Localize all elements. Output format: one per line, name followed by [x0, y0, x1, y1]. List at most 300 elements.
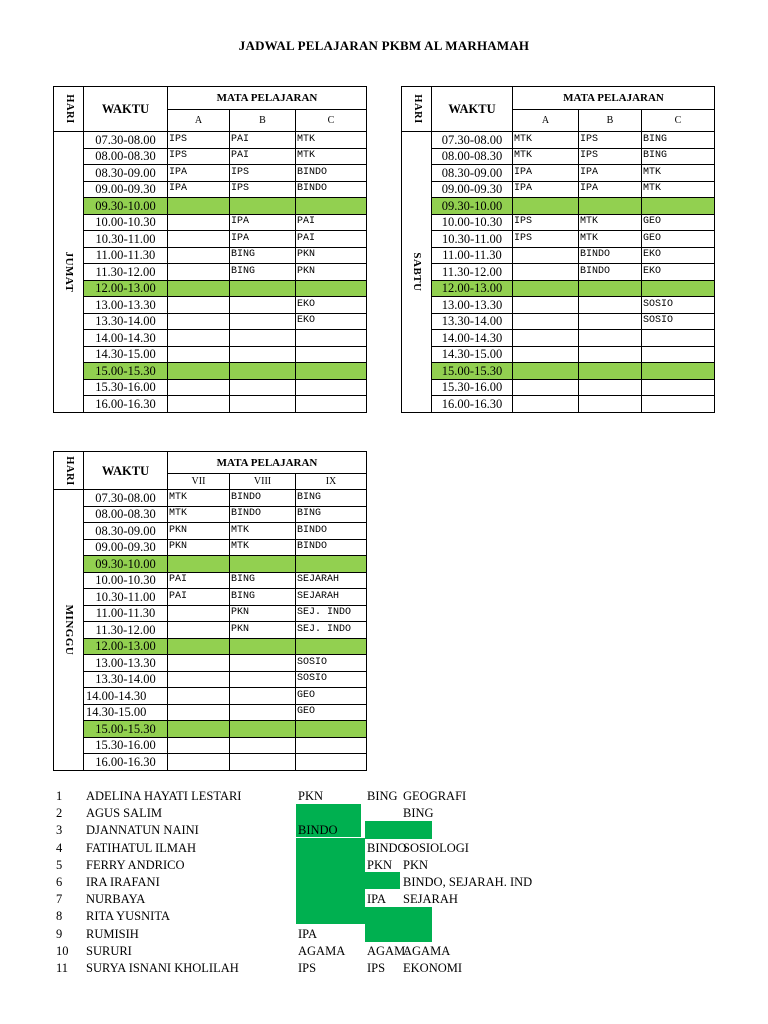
subject-cell: SOSIO [296, 655, 367, 672]
time-cell: 10.30-11.00 [84, 231, 168, 248]
table-row [54, 231, 367, 248]
time-cell: 14.30-15.00 [84, 704, 168, 721]
subject-cell [230, 346, 296, 363]
table-row [402, 297, 715, 314]
subject-cell: PAI [230, 148, 296, 165]
subject-cell: PKN [168, 523, 230, 540]
subject-cell: GEO [296, 704, 367, 721]
teacher-number: 3 [56, 823, 63, 838]
table-row [54, 572, 367, 589]
table-row [402, 280, 715, 297]
time-cell: 09.30-10.00 [432, 198, 513, 215]
teacher-number: 6 [56, 874, 63, 889]
teacher-subject: BINDO, SEJARAH. IND [403, 874, 533, 889]
time-cell: 08.00-08.30 [84, 148, 168, 165]
teacher-name: RITA YUSNITA [86, 909, 170, 924]
subject-cell: BING [230, 589, 296, 606]
subject-cell [168, 330, 230, 347]
subject-cell [168, 280, 230, 297]
table-row [54, 688, 367, 705]
header-hari: HARI [402, 87, 432, 132]
time-cell: 14.30-15.00 [432, 346, 513, 363]
subject-cell [168, 396, 230, 413]
teacher-subject: BING [403, 806, 434, 821]
time-cell: 11.30-12.00 [84, 264, 168, 281]
subject-cell [513, 198, 579, 215]
teacher-subject: PKN [298, 789, 324, 803]
table-row [402, 330, 715, 347]
time-cell: 12.00-13.00 [84, 280, 168, 297]
teacher-row [50, 857, 570, 874]
time-cell: 15.00-15.30 [432, 363, 513, 380]
subject-cell [296, 379, 367, 396]
time-cell: 07.30-08.00 [84, 132, 168, 149]
table-row [402, 231, 715, 248]
subject-cell [513, 330, 579, 347]
teacher-row [50, 788, 570, 805]
subject-cell [642, 330, 715, 347]
subject-cell [230, 737, 296, 754]
subject-cell [513, 313, 579, 330]
time-cell: 10.00-10.30 [432, 214, 513, 231]
teacher-name: RUMISIH [86, 926, 139, 941]
time-cell: 13.00-13.30 [84, 297, 168, 314]
table-row [54, 655, 367, 672]
subject-cell: SOSIO [296, 671, 367, 688]
table-row [54, 721, 367, 738]
subject-cell [296, 280, 367, 297]
subject-cell: BING [230, 572, 296, 589]
teacher-subject: EKONOMI [403, 960, 463, 975]
table-row [54, 148, 367, 165]
teacher-row [50, 960, 570, 977]
time-cell: 12.00-13.00 [84, 638, 168, 655]
table-row [54, 737, 367, 754]
table-row [54, 313, 367, 330]
teacher-subject: BING [367, 789, 398, 803]
teacher-name: DJANNATUN NAINI [86, 823, 199, 838]
table-row [54, 247, 367, 264]
table-row [54, 297, 367, 314]
subject-cell: MTK [168, 490, 230, 507]
subject-cell: PKN [168, 539, 230, 556]
teacher-subject: IPS [298, 960, 317, 975]
teacher-subject: IPA [298, 926, 317, 941]
subject-cell [296, 363, 367, 380]
table-row [54, 346, 367, 363]
subject-cell: IPS [230, 181, 296, 198]
subject-cell: PAI [168, 572, 230, 589]
table-row [54, 638, 367, 655]
table-row [54, 363, 367, 380]
table-row [54, 396, 367, 413]
subject-cell [168, 363, 230, 380]
subject-cell: IPA [513, 181, 579, 198]
teacher-name: IRA IRAFANI [86, 874, 160, 889]
time-cell: 10.30-11.00 [84, 589, 168, 606]
teacher-row [50, 891, 570, 908]
subject-cell [168, 313, 230, 330]
subject-cell [168, 688, 230, 705]
subject-cell: IPA [230, 214, 296, 231]
teacher-subject: SEJARAH [403, 892, 458, 907]
subject-cell [579, 346, 642, 363]
column-header: B [230, 110, 296, 132]
subject-cell: IPS [230, 165, 296, 182]
table-row [54, 539, 367, 556]
time-cell: 15.30-16.00 [432, 379, 513, 396]
teacher-name: FERRY ANDRICO [86, 857, 185, 872]
subject-cell [579, 330, 642, 347]
subject-cell [230, 721, 296, 738]
subject-cell: IPS [168, 148, 230, 165]
subject-cell: BING [230, 247, 296, 264]
subject-cell [513, 379, 579, 396]
subject-cell [296, 346, 367, 363]
table-row [402, 379, 715, 396]
teacher-number: 7 [56, 892, 63, 907]
teacher-row [50, 822, 570, 839]
subject-cell [642, 280, 715, 297]
time-cell: 14.30-15.00 [84, 346, 168, 363]
time-cell: 08.30-09.00 [84, 165, 168, 182]
subject-cell [168, 231, 230, 248]
teacher-name: AGUS SALIM [86, 806, 163, 821]
subject-cell: PKN [296, 264, 367, 281]
subject-cell [230, 704, 296, 721]
subject-cell [168, 754, 230, 771]
header-waktu: WAKTU [84, 87, 168, 132]
time-cell: 15.30-16.00 [84, 379, 168, 396]
time-cell: 08.00-08.30 [432, 148, 513, 165]
subject-cell: MTK [296, 132, 367, 149]
subject-cell [296, 721, 367, 738]
subject-cell [296, 198, 367, 215]
teacher-number: 5 [56, 857, 63, 872]
subject-cell: SOSIO [642, 313, 715, 330]
table-row [54, 589, 367, 606]
subject-cell: GEO [642, 231, 715, 248]
teacher-subject: BINDO [298, 823, 338, 838]
table-row [54, 671, 367, 688]
subject-cell [642, 396, 715, 413]
subject-cell [296, 737, 367, 754]
subject-cell: EKO [296, 313, 367, 330]
subject-cell [230, 297, 296, 314]
table-row [402, 247, 715, 264]
header-waktu: WAKTU [84, 452, 168, 490]
teacher-number: 2 [56, 806, 63, 821]
subject-cell [296, 754, 367, 771]
table-row [402, 346, 715, 363]
subject-cell [230, 655, 296, 672]
teacher-subject: PKN [403, 857, 429, 872]
time-cell: 11.30-12.00 [432, 264, 513, 281]
table-row [54, 754, 367, 771]
teacher-subject: AGAMA [403, 943, 451, 958]
subject-cell [168, 247, 230, 264]
subject-cell [168, 346, 230, 363]
subject-cell: MTK [513, 132, 579, 149]
column-header: VII [168, 474, 230, 490]
teacher-row [50, 926, 570, 943]
subject-cell [296, 396, 367, 413]
teacher-row [50, 805, 570, 822]
subject-cell: IPA [168, 165, 230, 182]
table-row [54, 605, 367, 622]
time-cell: 15.00-15.30 [84, 363, 168, 380]
subject-cell: MTK [230, 523, 296, 540]
table-row [54, 330, 367, 347]
table-row [54, 490, 367, 507]
subject-cell: PKN [296, 247, 367, 264]
day-label: JUMAT [54, 132, 84, 413]
teacher-subject: SOSIOLOGI [403, 840, 469, 855]
subject-cell [230, 754, 296, 771]
subject-cell: MTK [579, 214, 642, 231]
table-row [402, 214, 715, 231]
subject-cell: GEO [296, 688, 367, 705]
table-row [54, 280, 367, 297]
time-cell: 16.00-16.30 [432, 396, 513, 413]
column-header: VIII [230, 474, 296, 490]
subject-cell [230, 330, 296, 347]
subject-cell: BINDO [296, 165, 367, 182]
subject-cell [513, 264, 579, 281]
time-cell: 09.00-09.30 [84, 539, 168, 556]
subject-cell [296, 638, 367, 655]
table-row [54, 622, 367, 639]
subject-cell [168, 556, 230, 573]
time-cell: 16.00-16.30 [84, 396, 168, 413]
subject-cell: MTK [168, 506, 230, 523]
subject-cell: BINDO [579, 264, 642, 281]
subject-cell [230, 379, 296, 396]
time-cell: 13.00-13.30 [84, 655, 168, 672]
subject-cell: IPA [579, 181, 642, 198]
header-waktu: WAKTU [432, 87, 513, 132]
subject-cell [230, 671, 296, 688]
subject-cell: IPS [168, 132, 230, 149]
subject-cell: BINDO [230, 506, 296, 523]
subject-cell [579, 198, 642, 215]
subject-cell [168, 214, 230, 231]
subject-cell: SEJ. INDO [296, 622, 367, 639]
schedule-table-sabtu [401, 86, 715, 413]
subject-cell: BING [230, 264, 296, 281]
teacher-number: 11 [56, 960, 69, 975]
teacher-subject: PKN [367, 857, 393, 872]
header-mata-pelajaran: MATA PELAJARAN [168, 452, 367, 474]
subject-cell: IPA [579, 165, 642, 182]
subject-cell [642, 363, 715, 380]
table-row [54, 181, 367, 198]
subject-cell [513, 346, 579, 363]
teacher-subject: BINDO [367, 840, 407, 855]
subject-cell [230, 198, 296, 215]
subject-cell: IPS [579, 148, 642, 165]
subject-cell [168, 605, 230, 622]
subject-cell: EKO [296, 297, 367, 314]
subject-cell: MTK [579, 231, 642, 248]
time-cell: 08.30-09.00 [432, 165, 513, 182]
teacher-row [50, 943, 570, 960]
table-row [54, 523, 367, 540]
header-mata-pelajaran: MATA PELAJARAN [513, 87, 715, 110]
subject-cell [579, 297, 642, 314]
table-row [54, 214, 367, 231]
subject-cell: SEJ. INDO [296, 605, 367, 622]
subject-cell: BING [296, 490, 367, 507]
subject-cell: BINDO [296, 181, 367, 198]
subject-cell: PAI [230, 132, 296, 149]
subject-cell [296, 330, 367, 347]
subject-cell [168, 198, 230, 215]
subject-cell [168, 721, 230, 738]
time-cell: 14.00-14.30 [84, 688, 168, 705]
header-hari: HARI [54, 452, 84, 490]
subject-cell [579, 313, 642, 330]
teacher-row [50, 874, 570, 891]
teacher-number: 8 [56, 909, 63, 924]
day-label: MINGGU [54, 490, 84, 771]
teacher-name: SURYA ISNANI KHOLILAH [86, 960, 239, 975]
column-header: C [642, 110, 715, 132]
table-row [402, 181, 715, 198]
subject-cell [168, 655, 230, 672]
time-cell: 09.00-09.30 [432, 181, 513, 198]
teacher-number: 1 [56, 789, 63, 803]
subject-cell: BING [296, 506, 367, 523]
day-label: SABTU [402, 132, 432, 413]
header-mata-pelajaran: MATA PELAJARAN [168, 87, 367, 110]
time-cell: 09.30-10.00 [84, 556, 168, 573]
subject-cell: PAI [296, 231, 367, 248]
subject-cell [642, 346, 715, 363]
subject-cell [642, 198, 715, 215]
subject-cell: MTK [296, 148, 367, 165]
table-row [402, 148, 715, 165]
subject-cell: MTK [230, 539, 296, 556]
teacher-subject: IPA [367, 892, 386, 907]
subject-cell [168, 704, 230, 721]
subject-cell: MTK [642, 165, 715, 182]
subject-cell: MTK [642, 181, 715, 198]
time-cell: 11.00-11.30 [84, 247, 168, 264]
column-header: A [513, 110, 579, 132]
time-cell: 10.00-10.30 [84, 214, 168, 231]
subject-cell: IPA [230, 231, 296, 248]
subject-cell [230, 363, 296, 380]
time-cell: 10.30-11.00 [432, 231, 513, 248]
subject-cell [230, 556, 296, 573]
subject-cell: BINDO [579, 247, 642, 264]
subject-cell: IPA [168, 181, 230, 198]
time-cell: 14.00-14.30 [432, 330, 513, 347]
time-cell: 09.00-09.30 [84, 181, 168, 198]
subject-cell [513, 280, 579, 297]
subject-cell: IPA [513, 165, 579, 182]
subject-cell [230, 688, 296, 705]
subject-cell [513, 396, 579, 413]
teacher-subject: AGAMA [298, 943, 346, 958]
subject-cell: EKO [642, 247, 715, 264]
table-row [54, 264, 367, 281]
subject-cell [230, 313, 296, 330]
table-row [402, 396, 715, 413]
column-header: B [579, 110, 642, 132]
subject-cell [579, 379, 642, 396]
time-cell: 11.00-11.30 [432, 247, 513, 264]
subject-cell: MTK [513, 148, 579, 165]
table-row [402, 313, 715, 330]
table-row [54, 198, 367, 215]
subject-cell [230, 396, 296, 413]
teacher-subject: IPS [367, 960, 386, 975]
time-cell: 09.30-10.00 [84, 198, 168, 215]
subject-cell [168, 638, 230, 655]
time-cell: 11.00-11.30 [84, 605, 168, 622]
subject-cell [168, 297, 230, 314]
table-row [54, 379, 367, 396]
subject-cell [230, 280, 296, 297]
table-row [54, 132, 367, 149]
time-cell: 14.00-14.30 [84, 330, 168, 347]
column-header: A [168, 110, 230, 132]
table-row [54, 506, 367, 523]
teacher-number: 4 [56, 840, 63, 855]
table-row [54, 556, 367, 573]
time-cell: 07.30-08.00 [84, 490, 168, 507]
schedule-table-jumat [53, 86, 367, 413]
time-cell: 08.30-09.00 [84, 523, 168, 540]
subject-cell [579, 280, 642, 297]
subject-cell [579, 363, 642, 380]
column-header: C [296, 110, 367, 132]
subject-cell [579, 396, 642, 413]
time-cell: 13.30-14.00 [84, 671, 168, 688]
page-title: JADWAL PELAJARAN PKBM AL MARHAMAH [238, 38, 530, 53]
time-cell: 15.00-15.30 [84, 721, 168, 738]
teacher-number: 10 [56, 943, 69, 958]
teacher-row [50, 840, 570, 857]
table-row [402, 132, 715, 149]
schedule-table-minggu [53, 451, 367, 771]
subject-cell [168, 622, 230, 639]
teacher-subject: AGAM. [367, 943, 409, 958]
subject-cell: SEJARAH [296, 589, 367, 606]
time-cell: 07.30-08.00 [432, 132, 513, 149]
subject-cell: IPS [579, 132, 642, 149]
subject-cell: GEO [642, 214, 715, 231]
subject-cell [642, 379, 715, 396]
subject-cell [168, 671, 230, 688]
time-cell: 13.30-14.00 [432, 313, 513, 330]
subject-cell [296, 556, 367, 573]
subject-cell: BINDO [296, 539, 367, 556]
teacher-name: FATIHATUL ILMAH [86, 840, 197, 855]
subject-cell: IPS [513, 214, 579, 231]
time-cell: 16.00-16.30 [84, 754, 168, 771]
subject-cell: BINDO [230, 490, 296, 507]
subject-cell: PKN [230, 622, 296, 639]
time-cell: 11.30-12.00 [84, 622, 168, 639]
time-cell: 10.00-10.30 [84, 572, 168, 589]
time-cell: 13.30-14.00 [84, 313, 168, 330]
teacher-name: ADELINA HAYATI LESTARI [86, 789, 242, 803]
subject-cell [230, 638, 296, 655]
subject-cell [168, 379, 230, 396]
